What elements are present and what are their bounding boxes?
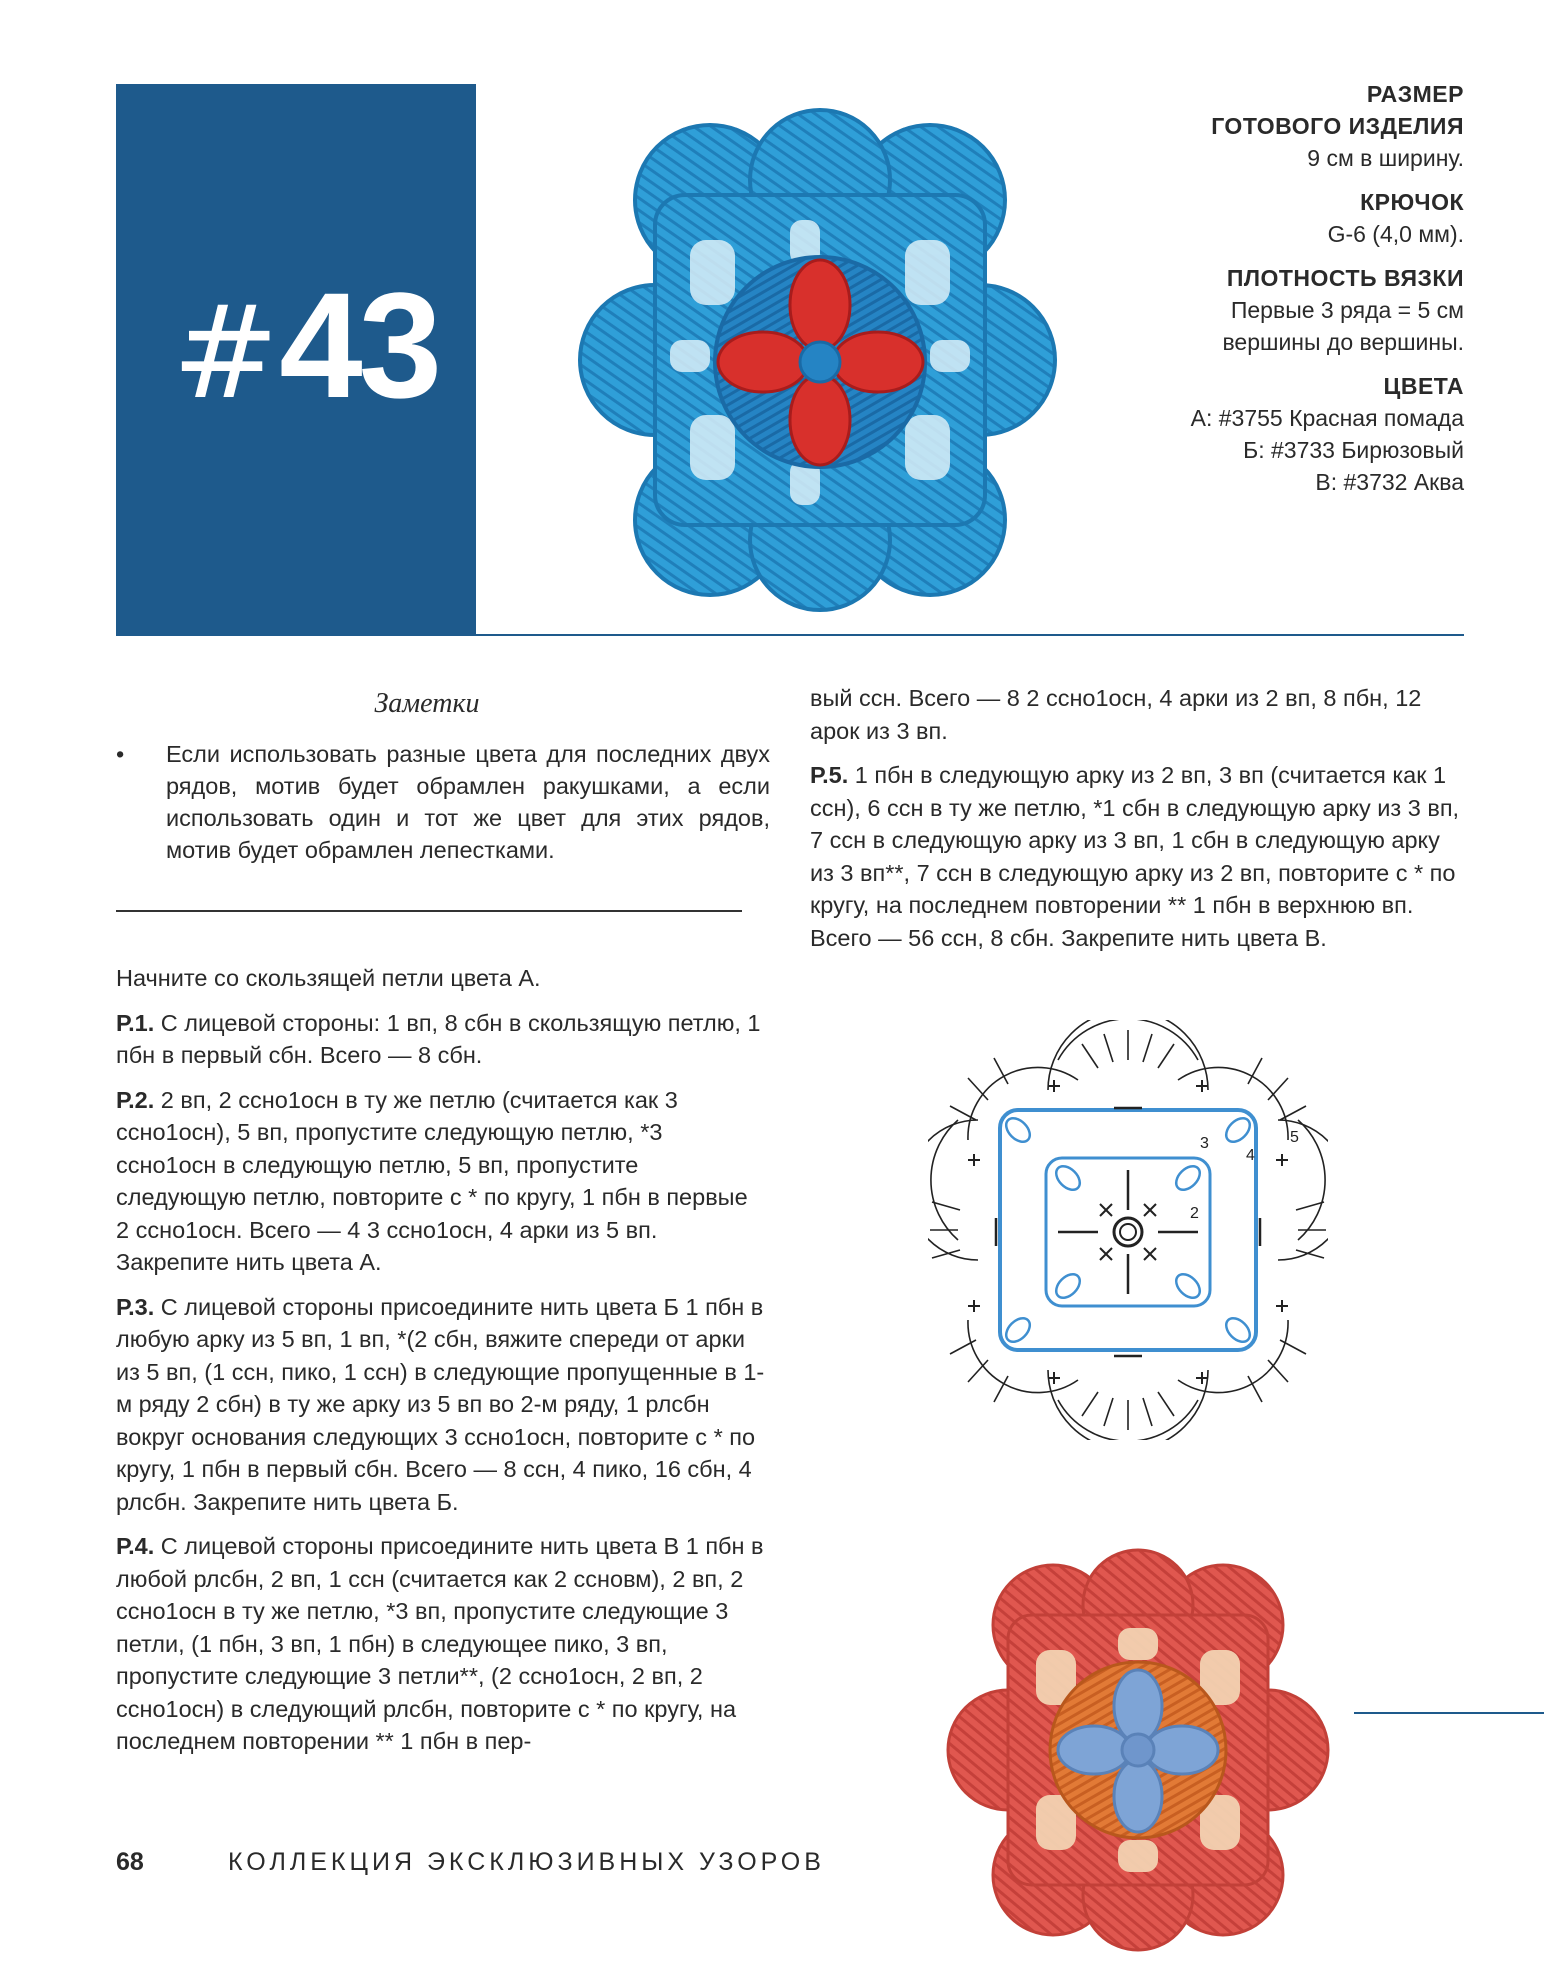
running-footer-title: КОЛЛЕКЦИЯ ЭКСКЛЮЗИВНЫХ УЗОРОВ: [228, 1848, 825, 1876]
color-a: А: #3755 Красная помада: [1190, 405, 1464, 431]
color-c: В: #3732 Аква: [1315, 469, 1464, 495]
row-number-5: 5: [1290, 1129, 1299, 1146]
row-3: [116, 1291, 766, 1519]
hook-value: G-6 (4,0 мм).: [1327, 221, 1464, 247]
row-1: [116, 1007, 766, 1072]
notes-title: Заметки: [374, 688, 480, 719]
row-5-text: 1 пбн в следующую арку из 2 вп, 3 вп (считается как 1 ссн), 6 ссн в ту же петлю, *1 сбн в следующую арку из 3 вп, 7 ссн в следующую арку из 3 вп, 1 сбн в следующую арку из 3 вп**, 7 ссн в следующую арку из 2 вп, повторите с * по кругу, на последнем повторении ** 1 пбн в верхнюю вп. Всего — 56 ссн, 8 сбн. Закрепите нить цвета В.: [810, 762, 1460, 951]
row-4-continued: вый ссн. Всего — 8 2 ссно1осн, 4 арки из 2 вп, 8 пбн, 12 арок из 3 вп.: [810, 685, 1422, 744]
size-title-line-2: ГОТОВОГО ИЗДЕЛИЯ: [1211, 113, 1464, 139]
instructions-left-column: [116, 962, 766, 1770]
hash-symbol: #: [172, 279, 276, 428]
row-5-label: Р.5.: [810, 762, 849, 788]
row-5: [810, 759, 1464, 954]
page-number: 68: [116, 1848, 144, 1876]
colors-title: ЦВЕТА: [1383, 373, 1464, 399]
row-4-text-part-1: С лицевой стороны присоедините нить цвета В 1 пбн в любой рлсбн, 2 вп, 1 ссн (считается как 2 ссновм), 2 вп, 2 ссно1осн в ту же петлю, *3 вп, пропустите следующие 3 петли, (1 пбн, 3 вп, 1 пбн) в следующее пико, 3 вп, пропустите следующие 3 петли**, (2 ссно1осн, 2 вп, 2 ссно1осн) в следующий рлсбн, повторите с * по кругу, на последнем повторении ** 1 пбн в пер-: [116, 1533, 764, 1754]
alternate-motif-photo: [938, 1540, 1338, 1960]
notes-divider: [116, 910, 742, 912]
row-2-text: 2 вп, 2 ссно1осн в ту же петлю (считается как 3 ссно1осн), 5 вп, пропустите следующую петлю, *3 ссно1осн в следующую петлю, 5 вп, пропустите следующую петлю, повторите с * по кругу, 1 пбн в первые 2 ссно1осн. Всего — 4 3 ссно1осн, 4 арки из 5 вп. Закрепите нить цвета А.: [116, 1086, 748, 1275]
row-number-4: 4: [1246, 1147, 1255, 1164]
hook-title: КРЮЧОК: [1360, 189, 1464, 215]
blue-motif-photo: [560, 100, 1080, 620]
note-item: Если использовать разные цвета для последних двух рядов, мотив будет обрамлен ракушками, а если использовать один и тот же цвет для этих рядов, мотив будет обрамлен лепестками.: [166, 741, 770, 863]
specs-panel: [1044, 78, 1464, 498]
row-number-2: 2: [1190, 1205, 1199, 1222]
gauge-value-line-1: Первые 3 ряда = 5 см: [1230, 297, 1464, 323]
size-title-line-1: РАЗМЕР: [1366, 81, 1464, 107]
color-b: Б: #3733 Бирюзовый: [1243, 437, 1464, 463]
gauge-value-line-2: вершины до вершины.: [1222, 329, 1464, 355]
pattern-number: [172, 261, 439, 429]
intro-text: Начните со скользящей петли цвета А.: [116, 965, 541, 991]
row-2: [116, 1084, 766, 1279]
row-1-text: С лицевой стороны: 1 вп, 8 сбн в скользящую петлю, 1 пбн в первый сбн. Всего — 8 сбн.: [116, 1009, 761, 1068]
pattern-number-value: 43: [279, 261, 439, 429]
row-3-text: С лицевой стороны присоедините нить цвета Б 1 пбн в любую арку из 5 вп, 1 вп, *(2 сбн, вяжите спереди от арки из 5 вп, (1 ссн, пико, 1 ссн) в следующие пропущенные в 1-м ряду 2 сбн) в ту же арку из 5 вп во 2-м ряду, 1 рлсбн вокруг основания следующих 3 ссно1осн, повторите с * по кругу, 1 пбн в первый сбн. Всего — 8 ссн, 4 пико, 16 сбн, 4 рлсбн. Закрепите нить цвета Б.: [116, 1293, 765, 1515]
row-4-label: Р.4.: [116, 1533, 155, 1559]
row-1-label: Р.1.: [116, 1009, 155, 1036]
row-3-label: Р.3.: [116, 1293, 155, 1320]
gauge-title: ПЛОТНОСТЬ ВЯЗКИ: [1226, 265, 1464, 291]
bullet-marker: •: [116, 741, 125, 767]
crochet-chart: [928, 1020, 1328, 1440]
row-2-label: Р.2.: [116, 1086, 155, 1113]
row-4: [116, 1530, 766, 1758]
side-divider: [1354, 1712, 1544, 1714]
notes-list: [116, 738, 770, 866]
instructions-right-column: [810, 682, 1464, 966]
row-number-3: 3: [1200, 1135, 1209, 1152]
size-value: 9 см в ширину.: [1307, 145, 1464, 171]
header-divider: [476, 634, 1464, 636]
